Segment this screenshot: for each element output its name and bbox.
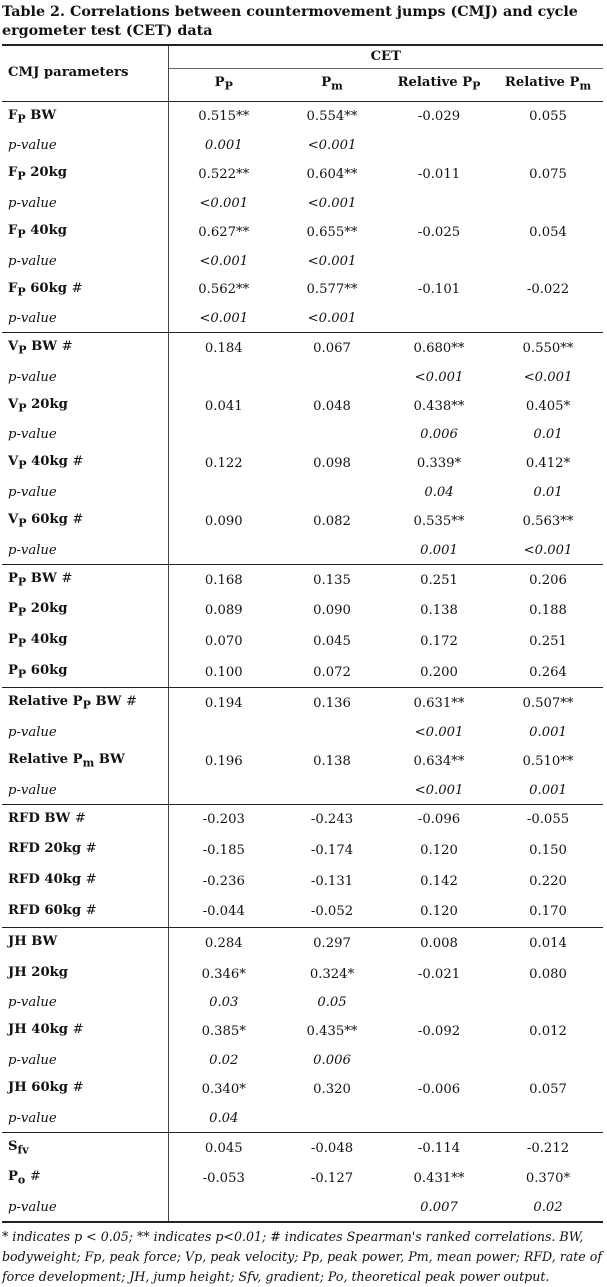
table-footnote: * indicates p < 0.05; ** indicates p<0.01; # indicates Spearman's ranked correlations. BW, bodyweight; Fp, peak force; Vp, peak velocity; Pp, peak power, Pm, mean power; RFD, rate of force development; JH, jump height; Sfv, gradient; Po, theoretical peak power output. (2, 1229, 603, 1285)
cell-value (168, 421, 279, 448)
cet-group-header: CET (168, 45, 603, 69)
parameter-label: RFD 40kg # (2, 866, 168, 897)
cell-value: 0.04 (168, 1105, 279, 1133)
cell-value: <0.001 (307, 253, 357, 269)
table-row (2, 391, 603, 422)
cell-value: -0.212 (526, 1140, 570, 1156)
cell-value: 0.631** (413, 696, 465, 712)
column-header-4: Relative $P_m$ (493, 69, 603, 102)
p-value-row (2, 1105, 603, 1133)
p-value-row (2, 1047, 603, 1074)
cell-value (385, 1047, 493, 1074)
cell-value: 0.412* (525, 456, 571, 472)
cell-value: 0.136 (313, 696, 351, 712)
cell-value: 0.627** (198, 224, 250, 240)
cell-value: -0.101 (417, 282, 461, 298)
parameter-label: $S_{fv}$ (2, 1132, 168, 1163)
cell-value: -0.011 (417, 167, 461, 183)
parameter-label: $F_P$ 20kg (2, 159, 168, 190)
cell-value: 0.184 (204, 341, 243, 357)
cell-value: 0.03 (209, 995, 239, 1011)
cell-value: <0.001 (307, 138, 357, 154)
p-value-row (2, 1194, 603, 1222)
parameter-label: $V_P$ BW # (2, 333, 168, 364)
parameter-label: $P_o$ # (2, 1163, 168, 1194)
table-row (2, 657, 603, 688)
cell-value: -0.092 (417, 1024, 461, 1040)
cell-value (385, 1105, 493, 1133)
cell-value: -0.127 (310, 1171, 354, 1187)
spearman-marker: # (85, 902, 97, 918)
cell-value: 0.431** (413, 1171, 465, 1187)
column-header-1: $P_P$ (168, 69, 279, 102)
cell-value: 0.048 (313, 398, 351, 414)
cell-value: 0.340* (201, 1081, 246, 1097)
cell-value: -0.185 (202, 843, 245, 859)
table-row (2, 1016, 603, 1047)
cell-value: <0.001 (307, 195, 357, 211)
cell-value (493, 190, 603, 217)
p-value-label: p-value (2, 190, 168, 217)
cell-value: 0.001 (385, 537, 493, 565)
cell-value (493, 989, 603, 1016)
table-row (2, 595, 603, 626)
table-row (2, 1074, 603, 1105)
cell-value (168, 479, 279, 506)
cell-value: 0.515** (198, 109, 250, 125)
cell-value: 0.090 (313, 603, 351, 619)
cell-value: 0.05 (317, 995, 347, 1011)
cell-value: 0.007 (385, 1194, 493, 1222)
cell-value (493, 248, 603, 275)
cell-value: 0.554** (306, 109, 358, 125)
cell-value: 0.563** (522, 513, 574, 529)
spearman-marker: # (61, 339, 73, 355)
spearman-marker: # (72, 454, 84, 470)
p-value-label: p-value (2, 1047, 168, 1074)
cell-value: 0.090 (204, 513, 243, 529)
cell-value: 0.200 (385, 657, 493, 688)
p-value-row (2, 777, 603, 805)
table-body (2, 101, 603, 1222)
table-row (2, 835, 603, 866)
cell-value: 0.320 (313, 1081, 351, 1097)
cell-value: -0.131 (310, 873, 354, 889)
cell-value: 0.01 (533, 427, 563, 443)
cell-value: -0.044 (168, 897, 279, 928)
cell-value: 0.655** (306, 224, 358, 240)
p-value-row (2, 364, 603, 391)
cell-value: 0.067 (313, 341, 351, 357)
p-value-row (2, 190, 603, 217)
cell-value: -0.029 (417, 109, 461, 125)
cell-value: <0.001 (168, 305, 279, 333)
table-row (2, 101, 603, 132)
table-row (2, 928, 603, 959)
p-value-label: p-value (2, 248, 168, 275)
parameter-label: JH 20kg (2, 959, 168, 990)
p-value-label: p-value (2, 132, 168, 159)
table-row (2, 275, 603, 306)
cell-value: 0.001 (529, 724, 567, 740)
cell-value: 0.435** (306, 1024, 358, 1040)
parameter-label: RFD 20kg # (2, 835, 168, 866)
cell-value: 0.100 (168, 657, 279, 688)
cell-value: 0.522** (198, 167, 250, 183)
table-row (2, 866, 603, 897)
cell-value (279, 421, 385, 448)
cell-value: 0.634** (413, 753, 465, 769)
cell-value (385, 190, 493, 217)
parameter-label: RFD BW # (2, 804, 168, 835)
cell-value: <0.001 (414, 369, 464, 385)
table-row (2, 217, 603, 248)
cell-value: 0.284 (204, 935, 243, 951)
cell-value: 0.385* (201, 1024, 246, 1040)
cell-value: 0.04 (424, 485, 454, 501)
cell-value (168, 537, 279, 565)
cell-value: 0.251 (420, 572, 458, 588)
cell-value: 0.172 (420, 633, 458, 649)
spearman-marker: # (71, 280, 83, 296)
table-row (2, 159, 603, 190)
p-value-row (2, 479, 603, 506)
cell-value (493, 132, 603, 159)
cell-value: 0.680** (413, 341, 465, 357)
cell-value: 0.135 (313, 572, 351, 588)
cell-value: -0.174 (310, 843, 354, 859)
cell-value: 0.122 (204, 456, 243, 472)
cell-value: 0.196 (204, 753, 243, 769)
parameter-label: Relative $P_P$ BW # (2, 688, 168, 719)
cell-value: -0.055 (526, 812, 570, 828)
cell-value: 0.082 (313, 513, 351, 529)
p-value-label: p-value (2, 305, 168, 333)
table-row (2, 1132, 603, 1163)
cell-value: -0.022 (526, 282, 570, 298)
p-value-label: p-value (2, 777, 168, 805)
parameter-label: $V_P$ 60kg # (2, 506, 168, 537)
cell-value: <0.001 (199, 195, 249, 211)
parameter-label: JH 40kg # (2, 1016, 168, 1047)
p-value-label: p-value (2, 989, 168, 1016)
cell-value (279, 1105, 385, 1133)
spearman-marker: # (29, 1169, 41, 1185)
table-row (2, 448, 603, 479)
cell-value: -0.052 (279, 897, 385, 928)
cell-value: 0.01 (533, 485, 563, 501)
cell-value: 0.405* (525, 398, 571, 414)
p-value-row (2, 305, 603, 333)
cell-value: 0.324* (309, 966, 355, 982)
cell-value: 0.001 (493, 777, 603, 805)
cell-value (493, 1047, 603, 1074)
p-value-label: p-value (2, 421, 168, 448)
cell-value: -0.025 (417, 224, 461, 240)
column-header-3: Relative $P_P$ (385, 69, 493, 102)
cell-value: 0.138 (420, 603, 458, 619)
cell-value (279, 479, 385, 506)
cell-value: 0.041 (204, 398, 243, 414)
cell-value: 0.510** (522, 753, 574, 769)
correlation-table (2, 44, 603, 1223)
table-row (2, 688, 603, 719)
cell-value: 0.014 (529, 935, 567, 951)
parameter-label: $P_P$ 60kg (2, 657, 168, 688)
cell-value: 0.001 (204, 138, 243, 154)
parameter-label: $F_P$ 40kg (2, 217, 168, 248)
table-row (2, 626, 603, 657)
cell-value: -0.096 (417, 812, 461, 828)
cell-value: 0.577** (306, 282, 358, 298)
cell-value (279, 537, 385, 565)
cell-value: 0.055 (529, 109, 567, 125)
p-value-row (2, 132, 603, 159)
parameter-label: RFD 60kg # (2, 897, 168, 928)
cmj-parameters-header: CMJ parameters (2, 45, 168, 101)
cell-value: 0.168 (204, 572, 243, 588)
cell-value: 0.297 (313, 935, 351, 951)
cell-value: <0.001 (493, 537, 603, 565)
cell-value: 0.006 (420, 427, 458, 443)
cell-value: 0.080 (529, 966, 567, 982)
cell-value (493, 1105, 603, 1133)
p-value-label: p-value (2, 1194, 168, 1222)
cell-value: 0.138 (313, 753, 351, 769)
cell-value: 0.150 (529, 843, 567, 859)
table-row (2, 1163, 603, 1194)
table-row (2, 506, 603, 537)
cell-value (168, 777, 279, 805)
cell-value: 0.070 (204, 633, 243, 649)
cell-value: 0.264 (493, 657, 603, 688)
cell-value: -0.243 (310, 812, 354, 828)
p-value-label: p-value (2, 479, 168, 506)
parameter-label: JH 60kg # (2, 1074, 168, 1105)
p-value-row (2, 537, 603, 565)
cell-value: 0.562** (198, 282, 250, 298)
cell-value: <0.001 (199, 253, 249, 269)
cell-value: 0.438** (413, 398, 465, 414)
spearman-marker: # (72, 1022, 84, 1038)
spearman-marker: # (74, 810, 86, 826)
cell-value: 0.02 (209, 1053, 239, 1069)
p-value-row (2, 719, 603, 746)
cell-value (385, 989, 493, 1016)
cell-value: 0.089 (204, 603, 243, 619)
spearman-marker: # (61, 570, 73, 586)
cell-value: 0.220 (529, 873, 567, 889)
cell-value: <0.001 (385, 777, 493, 805)
parameter-label: $V_P$ 20kg (2, 391, 168, 422)
cell-value: 0.194 (204, 696, 243, 712)
parameter-label: $P_P$ 20kg (2, 595, 168, 626)
cell-value: 0.054 (529, 224, 567, 240)
cell-value: 0.604** (306, 167, 358, 183)
cell-value: -0.053 (202, 1171, 245, 1187)
cell-value: 0.142 (420, 873, 458, 889)
cell-value: 0.02 (493, 1194, 603, 1222)
table-row (2, 959, 603, 990)
parameter-label: $F_P$ BW (2, 101, 168, 132)
cell-value: 0.188 (529, 603, 567, 619)
parameter-label: JH BW (2, 928, 168, 959)
cell-value: 0.008 (420, 935, 458, 951)
p-value-label: p-value (2, 364, 168, 391)
cell-value: 0.535** (413, 513, 465, 529)
spearman-marker: # (72, 512, 84, 528)
table-row (2, 564, 603, 595)
cell-value: 0.346* (201, 966, 246, 982)
cell-value: 0.550** (522, 341, 574, 357)
cell-value: -0.006 (417, 1081, 461, 1097)
parameter-label: $F_P$ 60kg # (2, 275, 168, 306)
spearman-marker: # (126, 694, 138, 710)
cell-value: 0.120 (420, 843, 458, 859)
cell-value: 0.339* (416, 456, 462, 472)
cell-value: 0.045 (204, 1140, 243, 1156)
cell-value: 0.057 (529, 1081, 567, 1097)
cell-value: 0.120 (385, 897, 493, 928)
parameter-label: Relative $P_m$ BW (2, 746, 168, 777)
cell-value: <0.001 (279, 305, 385, 333)
cell-value: 0.006 (313, 1053, 351, 1069)
column-header-2: $P_m$ (279, 69, 385, 102)
table-row (2, 333, 603, 364)
cell-value: 0.012 (529, 1024, 567, 1040)
cell-value (279, 719, 385, 746)
cell-value (385, 248, 493, 275)
table-header (2, 45, 603, 101)
cell-value (279, 364, 385, 391)
cell-value (279, 1194, 385, 1222)
cell-value: -0.048 (310, 1140, 354, 1156)
parameter-label: $P_P$ 40kg (2, 626, 168, 657)
cell-value: -0.203 (202, 812, 245, 828)
p-value-row (2, 421, 603, 448)
cell-value: 0.507** (522, 696, 574, 712)
p-value-row (2, 989, 603, 1016)
spearman-marker: # (72, 1080, 84, 1096)
cell-value (168, 719, 279, 746)
cell-value: 0.075 (529, 167, 567, 183)
cell-value: -0.021 (417, 966, 461, 982)
cell-value: 0.045 (313, 633, 351, 649)
table-row (2, 897, 603, 928)
cell-value (168, 364, 279, 391)
cell-value: 0.170 (493, 897, 603, 928)
cell-value (385, 305, 493, 333)
cell-value (493, 305, 603, 333)
cell-value: -0.236 (202, 873, 245, 889)
cell-value: <0.001 (523, 369, 573, 385)
table-row (2, 804, 603, 835)
cell-value (385, 132, 493, 159)
cell-value: 0.206 (529, 572, 567, 588)
cell-value: <0.001 (414, 724, 464, 740)
spearman-marker: # (85, 841, 97, 857)
p-value-row (2, 248, 603, 275)
cell-value: -0.114 (417, 1140, 461, 1156)
cell-value (279, 777, 385, 805)
cell-value: 0.098 (313, 456, 351, 472)
parameter-label: $V_P$ 40kg # (2, 448, 168, 479)
p-value-label: p-value (2, 537, 168, 565)
parameter-label: $P_P$ BW # (2, 564, 168, 595)
spearman-marker: # (85, 871, 97, 887)
cell-value: 0.072 (279, 657, 385, 688)
table-row (2, 746, 603, 777)
p-value-label: p-value (2, 719, 168, 746)
p-value-label: p-value (2, 1105, 168, 1133)
cell-value (168, 1194, 279, 1222)
cell-value: 0.251 (529, 633, 567, 649)
cell-value: 0.370* (525, 1171, 571, 1187)
table-caption: Table 2. Correlations between countermovement jumps (CMJ) and cycle ergometer test (CET) data (2, 4, 578, 39)
